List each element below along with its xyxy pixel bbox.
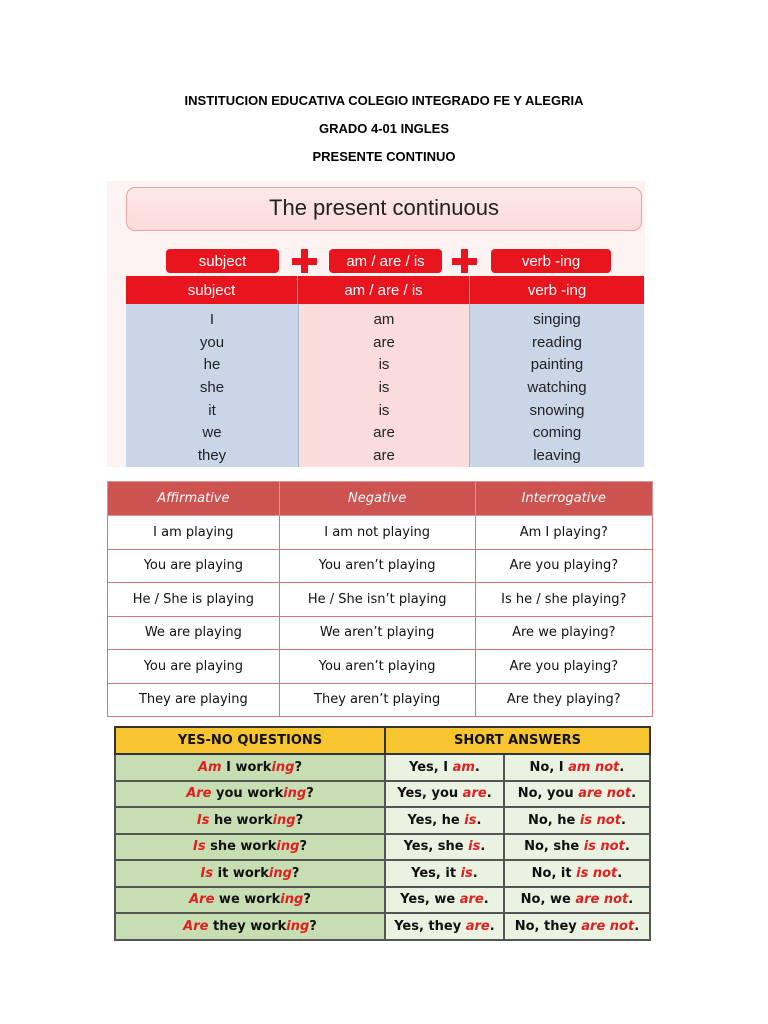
header-verb-be: am / are / is [298, 276, 470, 304]
verb-ing-cell: singing [533, 310, 581, 328]
plain-text: . [619, 759, 625, 775]
table-row [108, 616, 653, 650]
question-cell [115, 913, 385, 940]
plain-text: . [472, 865, 478, 881]
highlight-text: Is [200, 865, 214, 881]
plain-text: ? [303, 892, 311, 908]
forms-header-row [108, 482, 653, 516]
table-row [115, 913, 650, 940]
no-answer-cell [504, 913, 650, 940]
verb-ing-cell: reading [531, 333, 583, 351]
plain-text: No, you [517, 786, 579, 802]
yes-answer-cell [385, 887, 504, 914]
no-answer-cell [504, 781, 650, 808]
highlight-text: are [462, 786, 487, 802]
plain-text: Yes, I [408, 759, 453, 775]
highlight-text: is [460, 865, 473, 881]
yes-no-header-row [115, 727, 650, 754]
school-name: INSTITUCION EDUCATIVA COLEGIO INTEGRADO FE Y ALEGRIA [184, 93, 584, 108]
affirmative-cell: They are playing [108, 683, 280, 717]
plain-text: he work [209, 812, 273, 828]
plain-text: ? [299, 839, 307, 855]
highlight-text: Are [186, 786, 212, 802]
verb-be-cell: is [378, 356, 390, 374]
yes-answer-cell [385, 781, 504, 808]
plain-text: Yes, we [400, 892, 460, 908]
plain-text: ? [294, 759, 303, 775]
interrogative-cell: Are we playing? [475, 616, 652, 650]
forms-table [107, 481, 653, 717]
affirmative-cell: You are playing [108, 650, 280, 684]
highlight-text: Is [192, 839, 206, 855]
interrogative-cell: Are they playing? [475, 683, 652, 717]
highlight-text: ing [268, 865, 292, 881]
yes-answer-cell [385, 834, 504, 861]
yes-no-table [114, 726, 651, 941]
highlight-text: are [465, 918, 490, 934]
verb-be-column [298, 304, 470, 467]
topic-title: PRESENTE CONTINUO [312, 149, 456, 164]
negative-cell: We aren’t playing [279, 616, 475, 650]
table-row [108, 650, 653, 684]
question-cell [115, 834, 385, 861]
plain-text: Yes, it [411, 865, 461, 881]
subject-cell: he [203, 356, 221, 374]
grade-line: GRADO 4-01 INGLES [318, 121, 450, 136]
highlight-text: are not [575, 892, 629, 908]
negative-cell: I am not playing [279, 516, 475, 550]
negative-cell: You aren’t playing [279, 549, 475, 583]
highlight-text: are not [578, 786, 632, 802]
plus-icon [289, 249, 319, 273]
highlight-text: ing [283, 786, 307, 802]
interrogative-cell: Are you playing? [475, 549, 652, 583]
verb-ing-cell: painting [530, 356, 584, 374]
highlight-text: Am [197, 759, 222, 775]
present-continuous-figure [107, 181, 645, 467]
table-row [108, 583, 653, 617]
affirmative-cell: You are playing [108, 549, 280, 583]
highlight-text: am [452, 759, 475, 775]
table-row [115, 860, 650, 887]
highlight-text: is not [576, 865, 618, 881]
header-subject: subject [126, 276, 298, 304]
interrogative-cell: Is he / she playing? [475, 583, 652, 617]
plain-text: No, we [520, 892, 576, 908]
affirmative-cell: He / She is playing [108, 583, 280, 617]
no-answer-cell [504, 887, 650, 914]
highlight-text: is not [583, 839, 625, 855]
formula-verb-ing: verb -ing [491, 249, 611, 273]
negative-cell: He / She isn’t playing [279, 583, 475, 617]
question-cell [115, 807, 385, 834]
plain-text: I work [221, 759, 272, 775]
plus-icon [449, 249, 479, 273]
formula-subject: subject [166, 249, 279, 273]
verb-be-cell: is [378, 401, 390, 419]
plain-text: . [624, 839, 630, 855]
negative-cell: They aren’t playing [279, 683, 475, 717]
yes-answer-cell [385, 860, 504, 887]
highlight-text: am not [568, 759, 620, 775]
highlight-text: ing [276, 839, 300, 855]
highlight-text: Are [183, 918, 209, 934]
plain-text: . [628, 892, 634, 908]
interrogative-cell: Am I playing? [475, 516, 652, 550]
question-cell [115, 887, 385, 914]
subject-cell: I [209, 310, 215, 328]
subject-cell: they [197, 447, 227, 465]
highlight-text: is [464, 812, 477, 828]
plain-text: you work [211, 786, 284, 802]
plain-text: No, she [524, 839, 584, 855]
header-short-answers: SHORT ANSWERS [385, 727, 650, 754]
highlight-text: are [459, 892, 484, 908]
table-row [115, 781, 650, 808]
plain-text: . [483, 892, 489, 908]
plain-text: Yes, he [407, 812, 465, 828]
table-row [115, 887, 650, 914]
verb-ing-cell: watching [527, 379, 587, 397]
plain-text: . [631, 786, 637, 802]
no-answer-cell [504, 754, 650, 781]
plain-text: ? [295, 812, 304, 828]
header-affirmative: Affirmative [108, 482, 280, 516]
highlight-text: Are [189, 892, 215, 908]
plain-text: ? [309, 918, 317, 934]
plain-text: . [480, 839, 486, 855]
yes-answer-cell [385, 754, 504, 781]
plain-text: ? [291, 865, 300, 881]
conjugation-header [126, 276, 644, 304]
header-negative: Negative [279, 482, 475, 516]
verb-ing-cell: coming [532, 424, 582, 442]
yes-answer-cell [385, 807, 504, 834]
subject-cell: you [199, 333, 225, 351]
plain-text: . [476, 812, 482, 828]
verb-be-cell: is [378, 379, 390, 397]
table-row [108, 516, 653, 550]
no-answer-cell [504, 807, 650, 834]
highlight-text: Is [196, 812, 210, 828]
plain-text: . [486, 786, 492, 802]
plain-text: No, I [529, 759, 569, 775]
header-interrogative: Interrogative [475, 482, 652, 516]
highlight-text: are not [581, 918, 635, 934]
highlight-text: ing [286, 918, 310, 934]
plain-text: . [634, 918, 640, 934]
table-row [108, 683, 653, 717]
no-answer-cell [504, 834, 650, 861]
highlight-text: ing [272, 812, 296, 828]
plain-text: . [474, 759, 480, 775]
question-cell [115, 754, 385, 781]
plain-text: . [489, 918, 495, 934]
plain-text: No, it [531, 865, 577, 881]
highlight-text: ing [280, 892, 304, 908]
plain-text: they work [208, 918, 287, 934]
table-row [108, 549, 653, 583]
no-answer-cell [504, 860, 650, 887]
header-verb-ing: verb -ing [527, 281, 587, 299]
plain-text: Yes, she [403, 839, 469, 855]
question-cell [115, 860, 385, 887]
table-row [115, 834, 650, 861]
plain-text: she work [205, 839, 277, 855]
affirmative-cell: I am playing [108, 516, 280, 550]
negative-cell: You aren’t playing [279, 650, 475, 684]
verb-ing-column [470, 304, 644, 467]
plain-text: No, they [514, 918, 582, 934]
verb-ing-cell: leaving [533, 447, 581, 465]
plain-text: ? [306, 786, 314, 802]
highlight-text: is not [579, 812, 621, 828]
affirmative-cell: We are playing [108, 616, 280, 650]
formula-verb-be: am / are / is [329, 249, 442, 273]
subject-cell: it [208, 401, 216, 419]
yes-answer-cell [385, 913, 504, 940]
interrogative-cell: Are you playing? [475, 650, 652, 684]
verb-be-cell: am [373, 310, 395, 328]
subject-column [126, 304, 298, 467]
verb-ing-cell: snowing [529, 401, 585, 419]
subject-cell: we [202, 424, 222, 442]
subject-cell: she [199, 379, 225, 397]
conjugation-body [126, 304, 644, 467]
plain-text: it work [213, 865, 269, 881]
plain-text: No, he [527, 812, 580, 828]
figure-title: The present continuous [269, 195, 499, 220]
plain-text: . [620, 812, 626, 828]
plain-text: Yes, you [397, 786, 463, 802]
table-row [115, 807, 650, 834]
question-cell [115, 781, 385, 808]
header-yes-no-questions: YES-NO QUESTIONS [115, 727, 385, 754]
verb-be-cell: are [373, 333, 395, 351]
highlight-text: is [468, 839, 481, 855]
table-row [115, 754, 650, 781]
highlight-text: ing [271, 759, 295, 775]
verb-be-cell: are [373, 447, 395, 465]
plain-text: . [617, 865, 623, 881]
plain-text: we work [214, 892, 281, 908]
plain-text: Yes, they [394, 918, 466, 934]
verb-be-cell: are [373, 424, 395, 442]
